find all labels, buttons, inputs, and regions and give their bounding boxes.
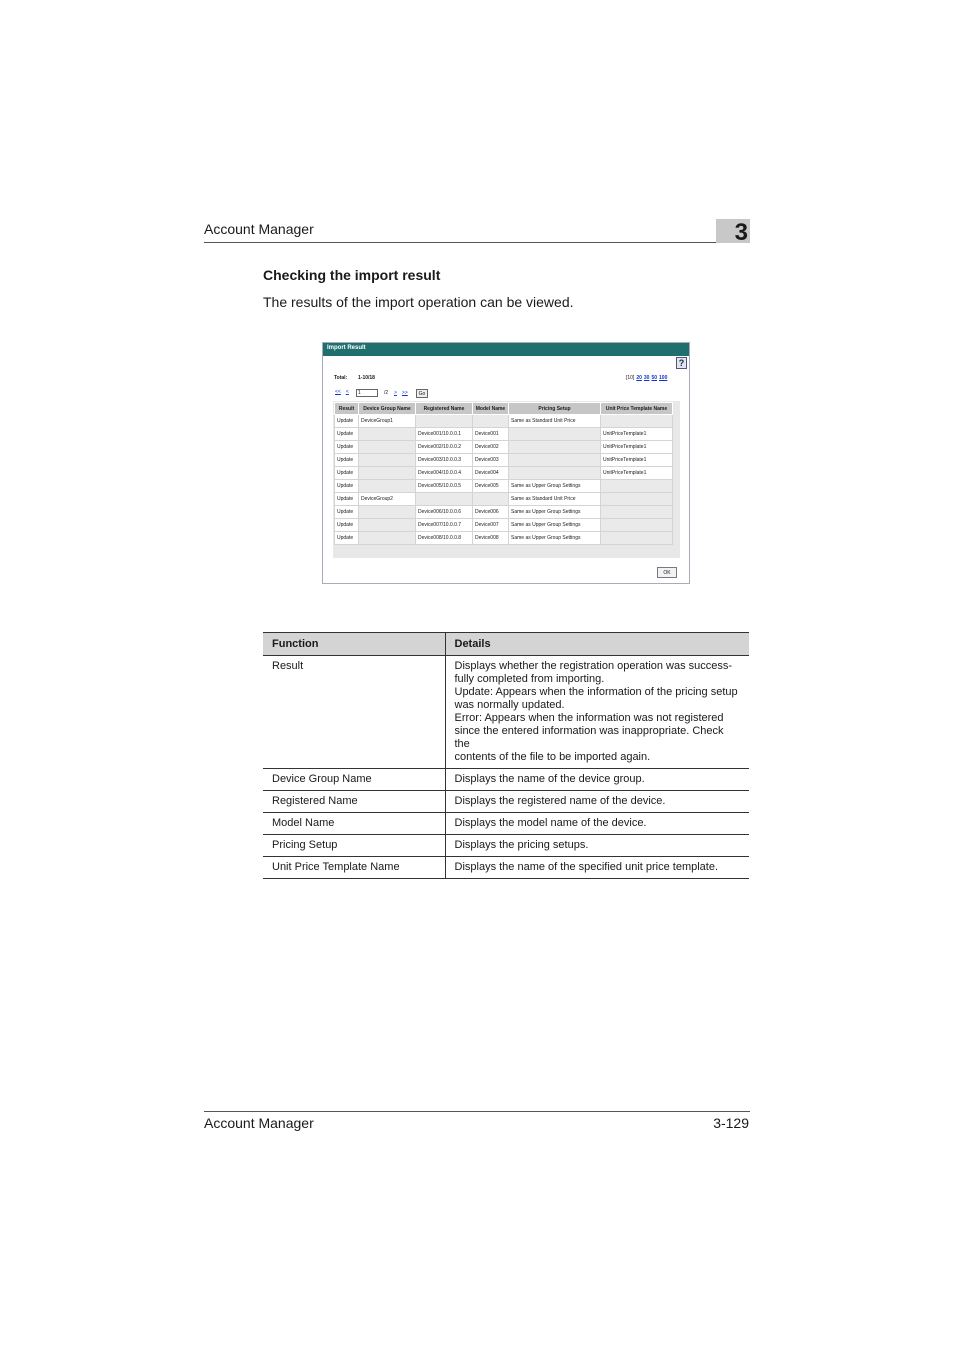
import-result-screenshot (322, 342, 690, 584)
ok-button[interactable]: OK (657, 567, 677, 578)
table-cell (601, 519, 673, 532)
question-mark-icon[interactable]: ? (676, 357, 687, 369)
col-device-group-name: Device Group Name (359, 403, 416, 415)
section-heading: Checking the import result (263, 267, 441, 283)
table-cell (509, 454, 601, 467)
table-cell: Same as Standard Unit Price (509, 415, 601, 428)
total-value: 1-10/18 (358, 375, 375, 381)
function-name: Result (263, 656, 445, 769)
table-cell: Device004 (473, 467, 509, 480)
table-row (335, 454, 673, 467)
table-cell (416, 493, 473, 506)
table-cell: Same as Upper Group Settings (509, 480, 601, 493)
table-cell: Update (335, 415, 359, 428)
table-cell: Update (335, 506, 359, 519)
table-cell: Update (335, 532, 359, 545)
import-result-table (334, 402, 673, 545)
per-page-selector (626, 375, 667, 381)
table-cell: Device008 (473, 532, 509, 545)
table-cell (359, 532, 416, 545)
window-title-bar (323, 343, 689, 356)
function-name: Unit Price Template Name (263, 857, 445, 879)
col-model-name: Model Name (473, 403, 509, 415)
table-cell (601, 532, 673, 545)
header-rule (204, 242, 716, 243)
table-cell: Device005/10.0.0.5 (416, 480, 473, 493)
total-label: Total: (334, 375, 348, 381)
table-row (335, 493, 673, 506)
details-line: Displays whether the registration operation was success- (454, 660, 733, 672)
table-cell: Device003/10.0.0.3 (416, 454, 473, 467)
table-cell (473, 493, 509, 506)
table-cell (601, 480, 673, 493)
table-cell: Update (335, 467, 359, 480)
table-cell: Device006 (473, 506, 509, 519)
details-line: fully completed from importing. (454, 673, 605, 685)
function-row (263, 857, 749, 879)
table-cell: Device001 (473, 428, 509, 441)
next-links (394, 390, 413, 396)
intro-text: The results of the import operation can be viewed. (263, 294, 574, 310)
table-cell: UnitPriceTemplate1 (601, 428, 673, 441)
table-cell: Update (335, 519, 359, 532)
function-name: Model Name (263, 813, 445, 835)
table-cell: Device002/10.0.0.2 (416, 441, 473, 454)
table-cell: Device002 (473, 441, 509, 454)
table-row (335, 519, 673, 532)
chapter-number: 3 (734, 219, 748, 246)
window-title: Import Result (327, 345, 366, 351)
table-row (335, 506, 673, 519)
table-cell: Same as Upper Group Settings (509, 532, 601, 545)
pager (335, 389, 354, 395)
go-button[interactable]: Go (416, 389, 428, 398)
page-number-input[interactable]: 1 (356, 389, 378, 397)
table-cell: Device004/10.0.0.4 (416, 467, 473, 480)
table-cell (601, 493, 673, 506)
table-cell (416, 415, 473, 428)
details-line: since the entered information was inappropriate. Check the (454, 725, 724, 750)
footer-rule (204, 1111, 750, 1112)
col-pricing-setup: Pricing Setup (509, 403, 601, 415)
table-row (335, 480, 673, 493)
function-row (263, 791, 749, 813)
function-details (445, 656, 749, 769)
function-details (445, 857, 749, 879)
function-details (445, 791, 749, 813)
per-page-50-link[interactable]: 50 (651, 375, 658, 381)
table-cell (473, 415, 509, 428)
table-cell (509, 467, 601, 480)
table-cell: Same as Upper Group Settings (509, 506, 601, 519)
col-registered-name: Registered Name (416, 403, 473, 415)
header-title: Account Manager (204, 221, 314, 237)
details-line: Error: Appears when the information was not registered (454, 712, 724, 724)
table-row (335, 532, 673, 545)
table-cell: DeviceGroup1 (359, 415, 416, 428)
table-cell: Device007/10.0.0.7 (416, 519, 473, 532)
per-page-100-link[interactable]: 100 (659, 375, 668, 381)
table-cell: Same as Standard Unit Price (509, 493, 601, 506)
function-header: Function (263, 633, 445, 656)
next-page-link[interactable]: > (394, 390, 397, 396)
table-row (335, 467, 673, 480)
table-cell: Device003 (473, 454, 509, 467)
table-cell (359, 441, 416, 454)
last-page-link[interactable]: >> (401, 390, 408, 396)
function-details (445, 769, 749, 791)
footer-title: Account Manager (204, 1115, 314, 1131)
table-cell: Device005 (473, 480, 509, 493)
table-row (335, 428, 673, 441)
table-cell: Device006/10.0.0.6 (416, 506, 473, 519)
table-cell: DeviceGroup2 (359, 493, 416, 506)
details-line: Displays the name of the specified unit price template. (454, 861, 719, 873)
table-cell: Same as Upper Group Settings (509, 519, 601, 532)
table-cell (359, 480, 416, 493)
details-line: Displays the pricing setups. (454, 839, 589, 851)
table-cell: Device008/10.0.0.8 (416, 532, 473, 545)
page-count: /2 (384, 390, 389, 396)
function-row (263, 813, 749, 835)
function-details (445, 813, 749, 835)
table-cell: Update (335, 428, 359, 441)
table-cell (359, 428, 416, 441)
table-row (335, 441, 673, 454)
table-cell (359, 519, 416, 532)
table-header-row (335, 403, 673, 415)
prev-page-link[interactable]: < (345, 389, 349, 395)
col-unit-price-template-name: Unit Price Template Name (601, 403, 673, 415)
per-page-current: [10] (626, 375, 635, 381)
table-cell (601, 506, 673, 519)
col-result: Result (335, 403, 359, 415)
table-cell: Update (335, 454, 359, 467)
function-row (263, 769, 749, 791)
table-cell: UnitPriceTemplate1 (601, 467, 673, 480)
details-line: was normally updated. (454, 699, 565, 711)
table-cell: Device001/10.0.0.1 (416, 428, 473, 441)
table-cell: UnitPriceTemplate1 (601, 441, 673, 454)
table-cell: Device007 (473, 519, 509, 532)
table-cell (359, 467, 416, 480)
table-cell (601, 415, 673, 428)
details-line: contents of the file to be imported again. (454, 751, 651, 763)
function-name: Registered Name (263, 791, 445, 813)
details-line: Displays the model name of the device. (454, 817, 647, 829)
per-page-30-link[interactable]: 30 (643, 375, 650, 381)
function-row (263, 835, 749, 857)
details-line: Update: Appears when the information of the pricing setup (454, 686, 738, 698)
table-cell: Update (335, 480, 359, 493)
table-cell: Update (335, 441, 359, 454)
table-cell: UnitPriceTemplate1 (601, 454, 673, 467)
page-number: 3-129 (713, 1115, 749, 1131)
table-row (335, 415, 673, 428)
function-table-header (263, 633, 749, 656)
function-name: Device Group Name (263, 769, 445, 791)
details-header: Details (445, 633, 749, 656)
details-line: Displays the registered name of the device. (454, 795, 666, 807)
table-cell (359, 454, 416, 467)
table-cell (509, 441, 601, 454)
per-page-20-link[interactable]: 20 (636, 375, 642, 381)
function-table (263, 632, 749, 879)
details-line: Displays the name of the device group. (454, 773, 645, 785)
function-name: Pricing Setup (263, 835, 445, 857)
first-page-link[interactable]: << (335, 389, 341, 395)
function-details (445, 835, 749, 857)
table-cell (509, 428, 601, 441)
function-row (263, 656, 749, 769)
table-cell: Update (335, 493, 359, 506)
table-cell (359, 506, 416, 519)
